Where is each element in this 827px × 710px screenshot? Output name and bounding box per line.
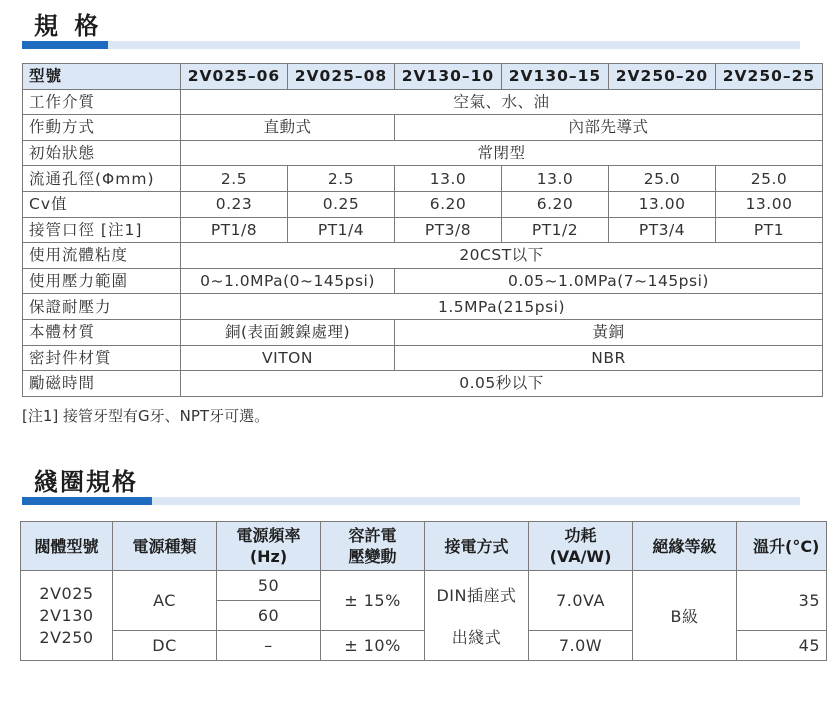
- row-label: 勵磁時間: [23, 371, 181, 397]
- row-value: 2.5: [181, 166, 288, 192]
- row-value: 空氣、水、油: [181, 89, 823, 115]
- model-col-5: 2V250–20: [609, 64, 716, 90]
- thread-note: [注1] 接管牙型有G牙、NPT牙可選。: [22, 407, 270, 425]
- spec-row-operation: [23, 115, 823, 141]
- row-value: PT3/4: [609, 217, 716, 243]
- spec-title-accent: [22, 41, 108, 49]
- row-value: 0~1.0MPa(0~145psi): [181, 268, 395, 294]
- row-label: 初始狀態: [23, 140, 181, 166]
- header-line: (VA/W): [549, 547, 612, 566]
- row-value: 0.23: [181, 191, 288, 217]
- row-label: 作動方式: [23, 115, 181, 141]
- row-value: 直動式: [181, 115, 395, 141]
- row-label: 使用壓力範圍: [23, 268, 181, 294]
- coil-connection-cell: [425, 571, 529, 661]
- spec-row-pressure: [23, 268, 823, 294]
- header-line: 電源頻率: [236, 526, 301, 545]
- coil-title-bar: [22, 497, 800, 505]
- header-line: 容許電: [348, 526, 397, 545]
- coil-temp-dc: 45: [737, 631, 827, 661]
- row-value: PT1/2: [502, 217, 609, 243]
- coil-table: [20, 521, 827, 661]
- row-value: PT1: [716, 217, 823, 243]
- spec-row-port: [23, 217, 823, 243]
- spec-row-excitation: [23, 371, 823, 397]
- row-value: PT1/8: [181, 217, 288, 243]
- coil-header-variation: [321, 522, 425, 571]
- coil-model: 2V130: [39, 605, 94, 625]
- row-value: PT1/4: [288, 217, 395, 243]
- spec-row-viscosity: [23, 243, 823, 269]
- coil-frequency-dc: –: [217, 631, 321, 661]
- coil-row-ac-50: [21, 571, 827, 601]
- row-label: 使用流體粘度: [23, 243, 181, 269]
- row-value: 20CST以下: [181, 243, 823, 269]
- row-value: 0.05秒以下: [181, 371, 823, 397]
- model-header: 型號: [23, 64, 181, 90]
- row-value: 常閉型: [181, 140, 823, 166]
- coil-variation-dc: ± 10%: [321, 631, 425, 661]
- spec-row-seal: [23, 345, 823, 371]
- model-col-2: 2V025–08: [288, 64, 395, 90]
- coil-power-type-dc: DC: [113, 631, 217, 661]
- spec-title-bar: [22, 41, 800, 49]
- coil-header-model: 閥體型號: [21, 522, 113, 571]
- coil-header-row: [21, 522, 827, 571]
- spec-row-orifice: [23, 166, 823, 192]
- row-value: 0.05~1.0MPa(7~145psi): [395, 268, 823, 294]
- coil-section-title: 綫圈規格: [34, 468, 138, 496]
- spec-row-initial: [23, 140, 823, 166]
- coil-temp-ac: 35: [737, 571, 827, 631]
- spec-row-medium: [23, 89, 823, 115]
- coil-header-power-type: 電源種類: [113, 522, 217, 571]
- coil-frequency-60: 60: [217, 601, 321, 631]
- row-value: 25.0: [716, 166, 823, 192]
- coil-header-frequency: [217, 522, 321, 571]
- model-col-1: 2V025–06: [181, 64, 288, 90]
- row-value: 6.20: [395, 191, 502, 217]
- coil-insulation: B級: [633, 571, 737, 661]
- coil-header-connection: 接電方式: [425, 522, 529, 571]
- row-value: 13.00: [609, 191, 716, 217]
- row-value: 內部先導式: [395, 115, 823, 141]
- row-value: 1.5MPa(215psi): [181, 294, 823, 320]
- coil-header-insulation: 絕緣等級: [633, 522, 737, 571]
- coil-power-type-ac: AC: [113, 571, 217, 631]
- spec-section-title: 規 格: [34, 12, 103, 40]
- row-value: PT3/8: [395, 217, 502, 243]
- spec-row-body: [23, 319, 823, 345]
- row-label: 接管口徑 [注1]: [23, 217, 181, 243]
- row-value: 25.0: [609, 166, 716, 192]
- row-value: 13.0: [395, 166, 502, 192]
- row-value: 黃銅: [395, 319, 823, 345]
- coil-frequency-50: 50: [217, 571, 321, 601]
- coil-header-temperature: 溫升(°C): [737, 522, 827, 571]
- spec-header-row: [23, 64, 823, 90]
- coil-variation-ac: ± 15%: [321, 571, 425, 631]
- row-value: NBR: [395, 345, 823, 371]
- coil-model: 2V025: [39, 583, 94, 603]
- connection-din: DIN插座式: [436, 586, 517, 605]
- row-value: 13.00: [716, 191, 823, 217]
- header-line: 功耗: [564, 526, 597, 545]
- header-line: 壓變動: [348, 547, 397, 566]
- spec-row-proof: [23, 294, 823, 320]
- row-label: 流通孔徑(Φmm): [23, 166, 181, 192]
- connection-lead-wire: 出綫式: [451, 628, 502, 647]
- coil-model: 2V250: [39, 627, 94, 647]
- coil-power-dc: 7.0W: [529, 631, 633, 661]
- coil-title-accent: [22, 497, 152, 505]
- coil-header-power-consumption: [529, 522, 633, 571]
- header-line: (Hz): [249, 547, 288, 566]
- coil-models-cell: [21, 571, 113, 661]
- row-value: 0.25: [288, 191, 395, 217]
- model-col-4: 2V130–15: [502, 64, 609, 90]
- row-value: 6.20: [502, 191, 609, 217]
- row-label: 密封件材質: [23, 345, 181, 371]
- row-value: 13.0: [502, 166, 609, 192]
- model-col-6: 2V250–25: [716, 64, 823, 90]
- row-label: 本體材質: [23, 319, 181, 345]
- row-label: Cv值: [23, 191, 181, 217]
- spec-row-cv: [23, 191, 823, 217]
- coil-power-ac: 7.0VA: [529, 571, 633, 631]
- row-label: 工作介質: [23, 89, 181, 115]
- row-value: 2.5: [288, 166, 395, 192]
- row-value: VITON: [181, 345, 395, 371]
- row-label: 保證耐壓力: [23, 294, 181, 320]
- row-value: 銅(表面鍍鎳處理): [181, 319, 395, 345]
- spec-table: [22, 63, 823, 397]
- model-col-3: 2V130–10: [395, 64, 502, 90]
